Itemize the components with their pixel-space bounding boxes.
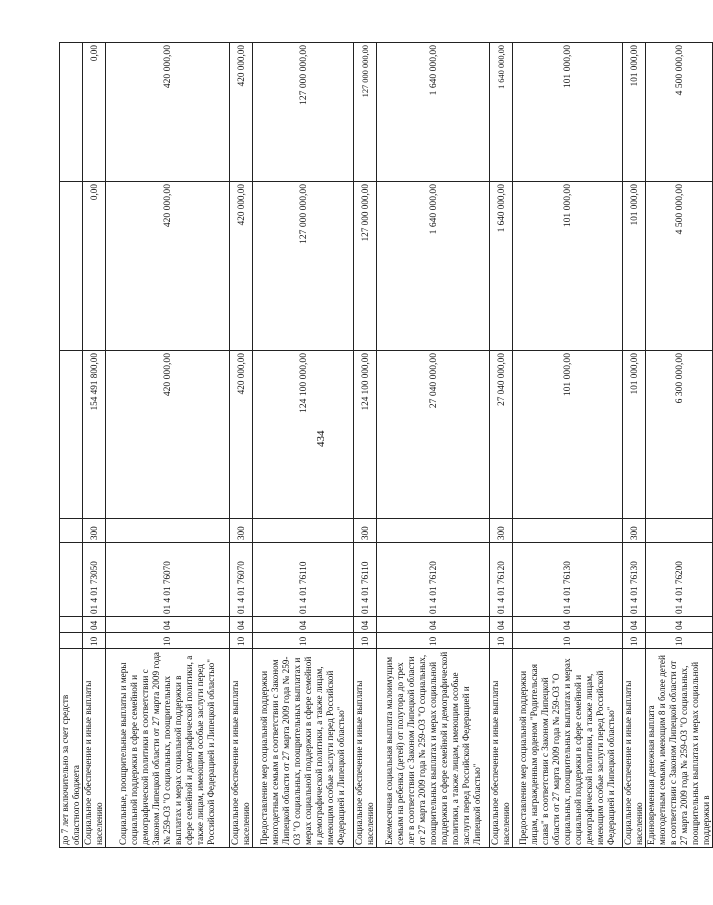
target-article-cell: [60, 543, 83, 617]
chapter-code-cell: 10: [490, 633, 513, 649]
amount-3-cell: [60, 43, 83, 182]
amount-1-cell: 420 000,00: [106, 351, 230, 519]
chapter-code-cell: 10: [253, 633, 354, 649]
amount-1-cell: 27 040 000,00: [377, 351, 490, 519]
amount-2-cell: 4 500 000,00: [646, 182, 713, 351]
expense-type-cell: [513, 519, 623, 543]
section-code-cell: 04: [623, 617, 646, 633]
target-article-cell: 01 4 01 76120: [377, 543, 490, 617]
section-code-cell: 04: [106, 617, 230, 633]
amount-3-cell: 1 640 000,00: [490, 43, 513, 182]
table-row: [490, 43, 513, 848]
amount-3-cell: 4 500 000,00: [646, 43, 713, 182]
amount-1-cell: 154 491 800,00: [83, 351, 106, 519]
section-code-cell: 04: [646, 617, 713, 633]
table-row: [106, 43, 230, 848]
table-row: [513, 43, 623, 848]
expense-type-cell: [377, 519, 490, 543]
description-cell: Социальное обеспечение и иные выплаты населению: [83, 649, 106, 848]
target-article-cell: 01 4 01 76120: [490, 543, 513, 617]
section-code-cell: 04: [513, 617, 623, 633]
amount-1-cell: 6 300 000,00: [646, 351, 713, 519]
target-article-cell: 01 4 01 76130: [623, 543, 646, 617]
amount-3-cell: 420 000,00: [230, 43, 253, 182]
description-cell: Социальное обеспечение и иные выплаты населению: [230, 649, 253, 848]
target-article-cell: 01 4 01 76070: [230, 543, 253, 617]
target-article-cell: 01 4 01 76130: [513, 543, 623, 617]
amount-2-cell: 420 000,00: [106, 182, 230, 351]
chapter-code-cell: 10: [513, 633, 623, 649]
amount-1-cell: [60, 351, 83, 519]
amount-3-cell: 1 640 000,00: [377, 43, 490, 182]
amount-2-cell: 1 640 000,00: [490, 182, 513, 351]
target-article-cell: 01 4 01 76110: [354, 543, 377, 617]
table-row: [646, 43, 713, 848]
description-cell: Социальное обеспечение и иные выплаты населению: [490, 649, 513, 848]
table-row: [60, 43, 83, 848]
expense-type-cell: 300: [490, 519, 513, 543]
amount-3-cell: 420 000,00: [106, 43, 230, 182]
description-cell: Социальные, поощрительные выплаты и меры социальной поддержки в сфере семейной и демографической политики в соответствии с Законом Липецкой области от 27 марта 2009 года № 259-ОЗ "О социальных, поощрительных выплатах и мерах социальной поддержки в сфере семейной и демографической политики, а также лицам, имеющим особые заслуги перед Российской Федерацией и Липецкой областью": [106, 649, 230, 848]
chapter-code-cell: 10: [354, 633, 377, 649]
target-article-cell: 01 4 01 76070: [106, 543, 230, 617]
description-cell: до 7 лет включительно за счет средств областного бюджета: [60, 649, 83, 848]
amount-2-cell: 101 000,00: [513, 182, 623, 351]
chapter-code-cell: [60, 633, 83, 649]
description-cell: Предоставление мер социальной поддержки многодетным семьям в соответствии с Законом Липецкой области от 27 марта 2009 года № 259-ОЗ "О социальных, поощрительных выплатах и мерах социальной поддержки в сфере семейной и демографической политики, а также лицам, имеющим особые заслуги перед Российской Федерацией и Липецкой областью": [253, 649, 354, 848]
amount-2-cell: 420 000,00: [230, 182, 253, 351]
table-row: [354, 43, 377, 848]
expense-type-cell: 300: [623, 519, 646, 543]
amount-1-cell: 27 040 000,00: [490, 351, 513, 519]
target-article-cell: 01 4 01 76110: [253, 543, 354, 617]
chapter-code-cell: 10: [377, 633, 490, 649]
table-row: [623, 43, 646, 848]
amount-2-cell: 127 000 000,00: [253, 182, 354, 351]
section-code-cell: 04: [253, 617, 354, 633]
section-code-cell: 04: [490, 617, 513, 633]
description-cell: Социальное обеспечение и иные выплаты населению: [623, 649, 646, 848]
amount-1-cell: 420 000,00: [230, 351, 253, 519]
target-article-cell: 01 4 01 76200: [646, 543, 713, 617]
amount-1-cell: 101 000,00: [623, 351, 646, 519]
description-cell: Ежемесячная социальная выплата малоимущим семьям на ребенка (детей) от полутора до трех лет в соответствии с Законом Липецкой области от 27 марта 2009 года № 259-ОЗ "О социальных, поощрительных выплатах и мерах социальной поддержки в сфере семейной и демографической политики, а также лицам, имеющим особые заслуги перед Российской Федерацией и Липецкой областью": [377, 649, 490, 848]
section-code-cell: 04: [354, 617, 377, 633]
amount-3-cell: 0,00: [83, 43, 106, 182]
section-code-cell: [60, 617, 83, 633]
amount-2-cell: 1 640 000,00: [377, 182, 490, 351]
table-row: [253, 43, 354, 848]
expense-type-cell: 300: [230, 519, 253, 543]
description-cell: Социальное обеспечение и иные выплаты населению: [354, 649, 377, 848]
page-number: 434: [315, 430, 327, 447]
table-row: [230, 43, 253, 848]
budget-table: [59, 42, 713, 848]
description-cell: Предоставление мер социальной поддержки лицам, награжденным орденом "Родительская слава" в соответствии с Законом Липецкой области от 27 марта 2009 года № 259-ОЗ "О социальных, поощрительных выплатах и мерах социальной поддержки в сфере семейной и демографической политики, а также лицам, имеющим особые заслуги перед Российской Федерацией и Липецкой областью": [513, 649, 623, 848]
description-cell: Единовременная денежная выплата многодетным семьям, имеющим 8 и более детей в соответствии с Законом Липецкой области от 27 марта 2009 года № 259-ОЗ "О социальных, поощрительных выплатах и мерах социальной поддержки в: [646, 649, 713, 848]
expense-type-cell: [60, 519, 83, 543]
chapter-code-cell: 10: [646, 633, 713, 649]
amount-3-cell: 127 000 000,00: [354, 43, 377, 182]
section-code-cell: 04: [83, 617, 106, 633]
amount-3-cell: 101 000,00: [623, 43, 646, 182]
amount-1-cell: 101 000,00: [513, 351, 623, 519]
section-code-cell: 04: [230, 617, 253, 633]
section-code-cell: 04: [377, 617, 490, 633]
amount-1-cell: 124 100 000,00: [253, 351, 354, 519]
expense-type-cell: [646, 519, 713, 543]
expense-type-cell: [106, 519, 230, 543]
amount-3-cell: 101 000,00: [513, 43, 623, 182]
expense-type-cell: 300: [83, 519, 106, 543]
amount-2-cell: 0,00: [83, 182, 106, 351]
amount-3-cell: 127 000 000,00: [253, 43, 354, 182]
expense-type-cell: 300: [354, 519, 377, 543]
table-row: [83, 43, 106, 848]
target-article-cell: 01 4 01 73050: [83, 543, 106, 617]
expense-type-cell: [253, 519, 354, 543]
table-row: [377, 43, 490, 848]
amount-2-cell: 127 000 000,00: [354, 182, 377, 351]
amount-1-cell: 124 100 000,00: [354, 351, 377, 519]
table-container: [59, 43, 711, 848]
chapter-code-cell: 10: [230, 633, 253, 649]
chapter-code-cell: 10: [83, 633, 106, 649]
chapter-code-cell: 10: [623, 633, 646, 649]
amount-2-cell: 101 000,00: [623, 182, 646, 351]
chapter-code-cell: 10: [106, 633, 230, 649]
amount-2-cell: [60, 182, 83, 351]
